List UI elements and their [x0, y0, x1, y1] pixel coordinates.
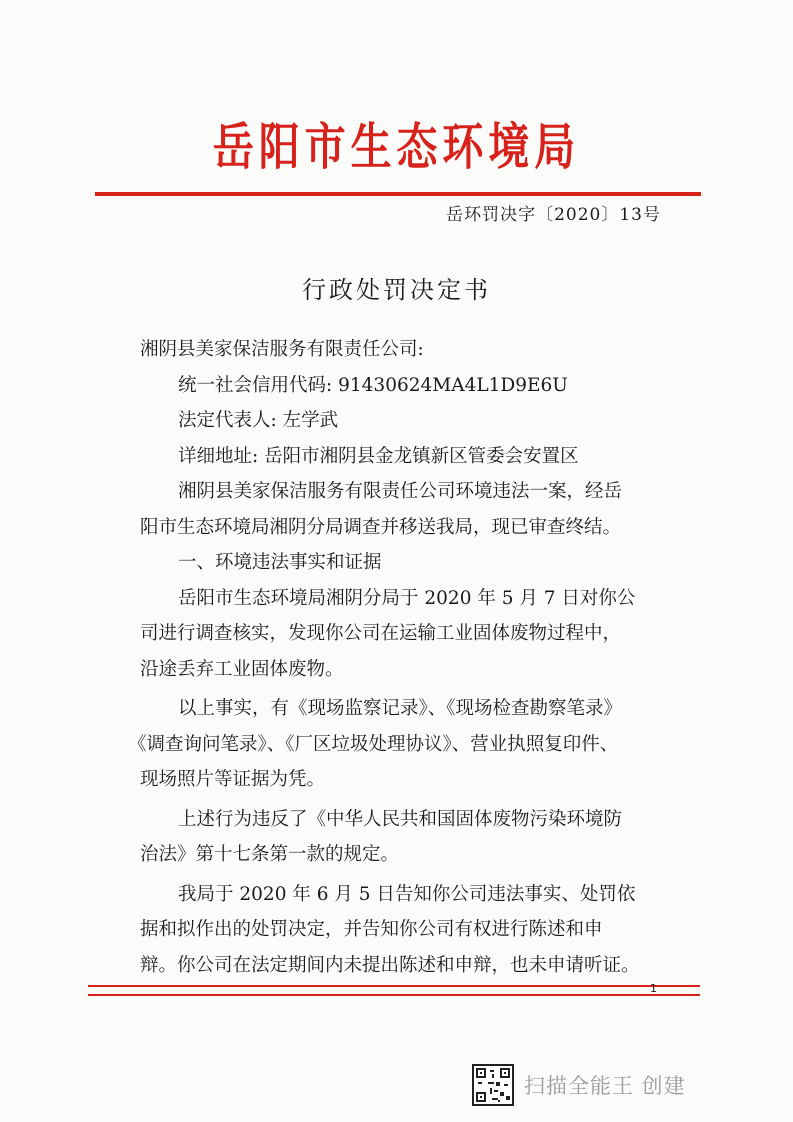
scanner-watermark — [472, 1063, 732, 1107]
scanner-brand-text: 扫描全能王 创建 — [524, 1074, 686, 1098]
paragraph-line: 以上事实，有《现场监察记录》、《现场检查勘察笔录》 — [178, 698, 623, 719]
credit-code: 统一社会信用代码: 91430624MA4L1D9E6U — [178, 374, 568, 396]
paragraph-line: 治法》第十七条第一款的规定。 — [140, 844, 400, 865]
footer-red-rule-top — [88, 985, 700, 987]
masthead-red-rule — [95, 192, 701, 196]
paragraph-line: 据和拟作出的处罚决定，并告知你公司有权进行陈述和申 — [140, 919, 603, 940]
paragraph-line: 湘阴县美家保洁服务有限责任公司环境违法一案，经岳 — [178, 481, 623, 502]
agency-masthead: 岳阳市生态环境局 — [212, 117, 581, 176]
addressee: 湘阴县美家保洁服务有限责任公司: — [140, 339, 424, 360]
footer-red-rule-bottom — [88, 994, 700, 996]
section-heading: 一、环境违法事实和证据 — [178, 552, 382, 573]
paragraph-line: 司进行调查核实，发现你公司在运输工业固体废物过程中， — [140, 623, 622, 644]
legal-representative: 法定代表人: 左学武 — [178, 410, 339, 431]
paragraph-line: 沿途丢弃工业固体废物。 — [140, 658, 344, 680]
paragraph-line: 岳阳市生态环境局湘阴分局于 2020 年 5 月 7 日对你公 — [178, 587, 636, 609]
paragraph-line: 我局于 2020 年 6 月 5 日告知你公司违法事实、处罚依 — [178, 883, 636, 905]
detailed-address: 详细地址: 岳阳市湘阴县金龙镇新区管委会安置区 — [178, 445, 579, 467]
document-body — [128, 332, 670, 983]
paragraph-line: 上述行为违反了《中华人民共和国固体废物污染环境防 — [178, 808, 623, 830]
qr-code-icon — [472, 1064, 514, 1106]
document-title: 行政处罚决定书 — [302, 276, 491, 304]
paragraph-line: 现场照片等证据为凭。 — [140, 769, 326, 790]
page-number: 1 — [650, 982, 657, 995]
paragraph-line: 阳市生态环境局湘阴分局调查并移送我局，现已审查终结。 — [140, 516, 622, 538]
document-number: 岳环罚决字〔2020〕13号 — [446, 205, 661, 225]
paragraph-line: 辩。你公司在法定期间内未提出陈述和申辩，也未申请听证。 — [140, 954, 640, 976]
paragraph-line: 《调查询问笔录》、《厂区垃圾处理协议》、营业执照复印件、 — [128, 733, 619, 755]
